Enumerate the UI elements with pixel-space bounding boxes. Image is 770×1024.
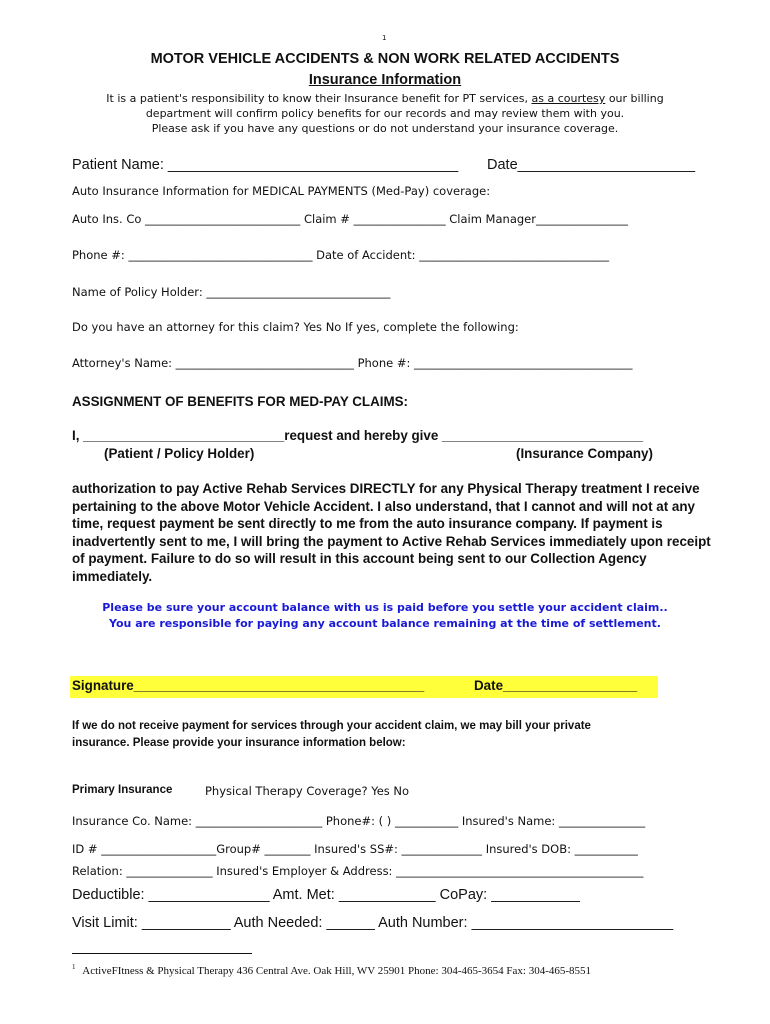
- page-marker: 1: [382, 34, 387, 42]
- relation-employer-row[interactable]: Relation: _______________ Insured's Employer & Address: ___________________________________________: [72, 864, 644, 878]
- insurance-company-row[interactable]: Insurance Co. Name: ______________________ Phone#: ( ) ___________ Insured's Name: _______________: [72, 814, 646, 828]
- visit-limit-row[interactable]: Visit Limit: ___________ Auth Needed: ______ Auth Number: _________________________: [72, 915, 674, 931]
- assignment-line[interactable]: I, ___________________________request and hereby give ___________________________: [72, 428, 644, 443]
- primary-insurance-label: Primary Insurance: [72, 784, 173, 796]
- policy-holder-row[interactable]: Name of Policy Holder: ________________________________: [72, 285, 391, 299]
- patient-date-field[interactable]: Date______________________: [487, 157, 696, 173]
- auto-phone-accident-row[interactable]: Phone #: ________________________________ Date of Accident: _________________________________: [72, 248, 609, 262]
- intro-courtesy: as a courtesy: [531, 92, 606, 105]
- notice-line-1: Please be sure your account balance with us is paid before you settle your accident claim..: [102, 601, 668, 614]
- intro-text-a: It is a patient's responsibility to know their Insurance benefit for PT services,: [106, 92, 528, 105]
- assignment-heading: ASSIGNMENT OF BENEFITS FOR MED-PAY CLAIMS:: [72, 394, 409, 409]
- form-subtitle: Insurance Information: [308, 72, 462, 88]
- company-caption: (Insurance Company): [516, 446, 653, 461]
- intro-line-1: [0, 92, 770, 105]
- auto-heading: Auto Insurance Information for MEDICAL PAYMENTS (Med-Pay) coverage:: [72, 184, 491, 198]
- pt-coverage-question[interactable]: Physical Therapy Coverage? Yes No: [205, 784, 410, 798]
- notice-line-2: You are responsible for paying any account balance remaining at the time of settlement.: [109, 617, 661, 630]
- footnote-mark: 1: [72, 963, 76, 971]
- private-intro-line-1: If we do not receive payment for services through your accident claim, we may bill your private: [72, 720, 591, 732]
- auto-company-claim-row[interactable]: Auto Ins. Co ___________________________ Claim # ________________ Claim Manager________________: [72, 212, 628, 226]
- footnote: [72, 963, 591, 977]
- form-title: MOTOR VEHICLE ACCIDENTS & NON WORK RELATED ACCIDENTS: [150, 51, 620, 67]
- patient-name-field[interactable]: Patient Name: ____________________________________: [72, 157, 459, 173]
- signature-field[interactable]: Signature_______________________________________: [72, 678, 425, 693]
- intro-line-2: department will confirm policy benefits for our records and may review them with you.: [145, 107, 625, 120]
- signature-date-field[interactable]: Date__________________: [474, 678, 638, 693]
- insurance-id-row[interactable]: ID # ____________________Group# ________ Insured's SS#: ______________ Insured's DOB: ___________: [72, 842, 638, 856]
- patient-caption: (Patient / Policy Holder): [104, 446, 255, 461]
- deductible-row[interactable]: Deductible: _______________ Amt. Met: ____________ CoPay: ___________: [72, 887, 580, 903]
- attorney-row[interactable]: Attorney's Name: _______________________________ Phone #: ______________________________________: [72, 356, 633, 370]
- private-intro-line-2: insurance. Please provide your insurance information below:: [72, 737, 406, 749]
- footnote-divider: [72, 953, 252, 954]
- intro-text-b: our billing: [608, 92, 664, 105]
- intro-line-3: Please ask if you have any questions or do not understand your insurance coverage.: [151, 122, 619, 135]
- attorney-question-row[interactable]: Do you have an attorney for this claim? Yes No If yes, complete the following:: [72, 320, 519, 334]
- footnote-text: ActiveFItness & Physical Therapy 436 Central Ave. Oak Hill, WV 25901 Phone: 304-465-3654 Fax: 304-465-8551: [82, 964, 592, 977]
- assignment-paragraph: authorization to pay Active Rehab Services DIRECTLY for any Physical Therapy treatment I receive pertaining to the above Motor Vehicle Accident. I also understand, that I cannot and will not at any time, request payment be sent directly to me from the auto insurance company. If payment is inadvertently sent to me, I will bring the payment to Active Rehab Services immediately upon receipt of payment. Failure to do so will result in this account being sent to our Collection Agency immediately.: [72, 481, 711, 584]
